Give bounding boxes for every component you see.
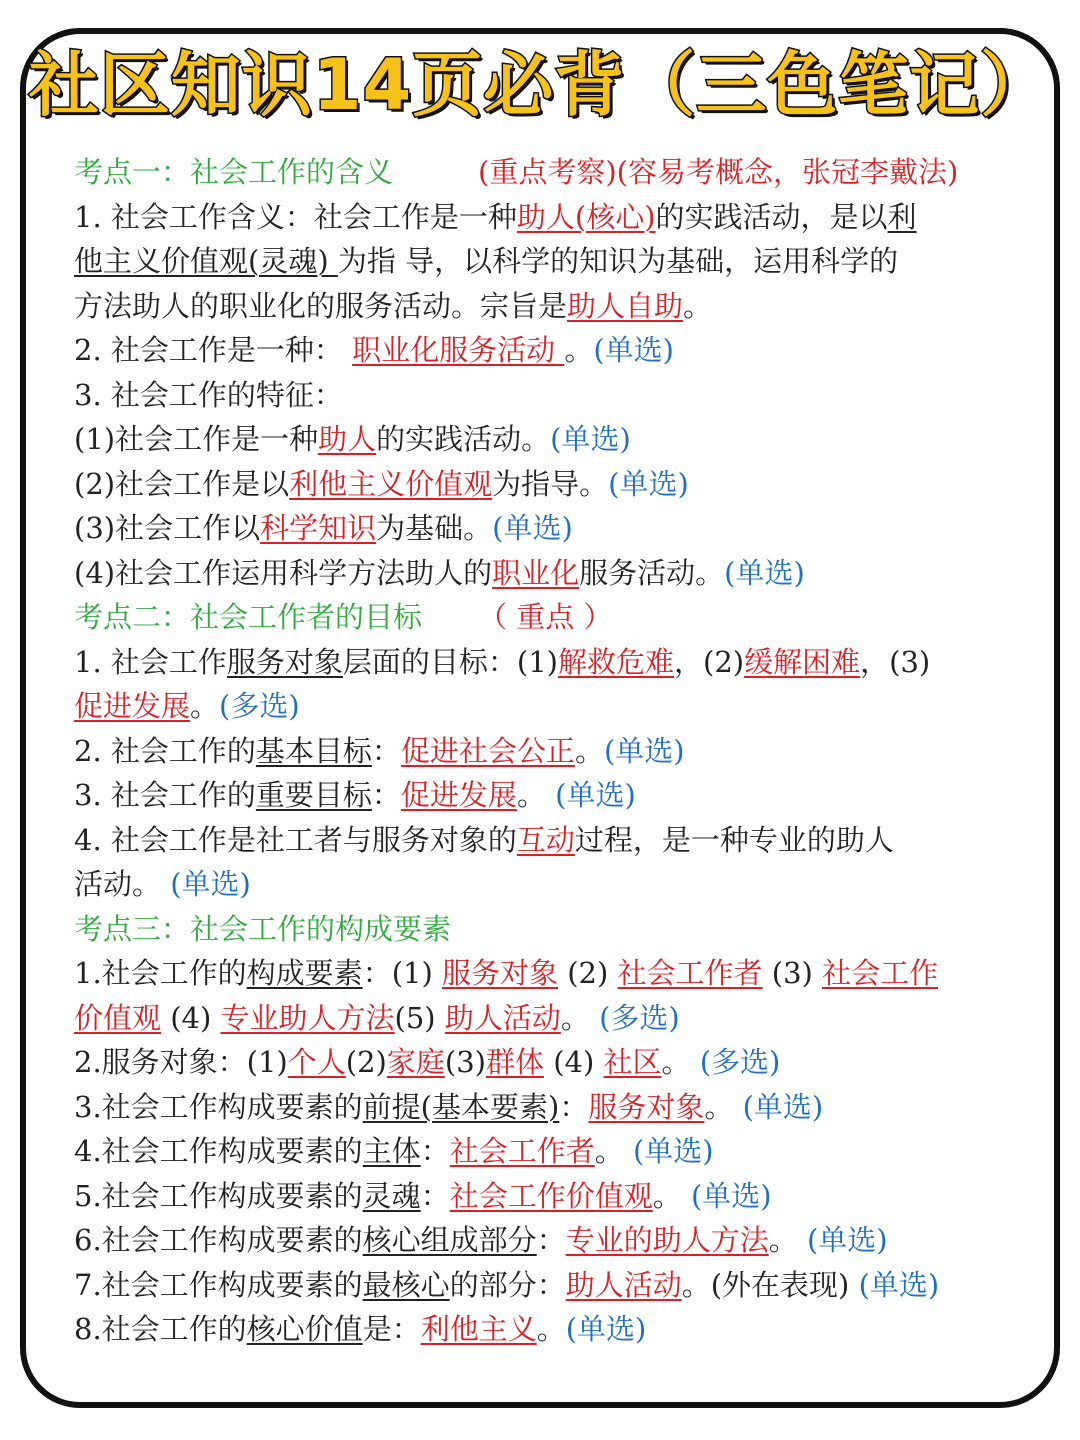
note-line: [74, 462, 1024, 507]
text-segment: 的部分：: [449, 1267, 566, 1302]
text-segment: 2.服务对象：(1): [74, 1045, 288, 1079]
text-segment: (4): [543, 1045, 604, 1079]
key-term: 互动: [516, 822, 575, 857]
heading-label: 考点一：社会工作的含义: [74, 155, 394, 189]
text-segment: ，(3): [860, 644, 931, 679]
question-type: (多选): [699, 1045, 781, 1079]
question-type: (单选): [724, 555, 805, 590]
text-segment: 为基础。: [376, 511, 493, 545]
underlined-term: 他主义价值观(灵魂): [74, 244, 338, 278]
question-type: (单选): [603, 733, 685, 768]
text-segment: ：: [371, 778, 401, 812]
text-segment: ：: [420, 1178, 450, 1213]
key-term: 服务对象: [588, 1089, 705, 1124]
note-line: [74, 951, 1024, 996]
underlined-term: 基本目标: [255, 733, 372, 768]
underlined-term: 核心组成部分: [362, 1223, 537, 1257]
text-segment: 。: [661, 1045, 700, 1079]
note-line: [74, 773, 1024, 818]
key-term: 社区: [603, 1045, 662, 1079]
note-line: [74, 862, 1024, 907]
underlined-term: 灵魂: [362, 1178, 421, 1213]
text-segment: 4. 社会工作是社工者与服务对象的: [74, 822, 517, 857]
text-segment: 8.社会工作的: [74, 1312, 247, 1346]
note-line: [74, 1307, 1024, 1352]
text-segment: ：: [371, 733, 401, 768]
section-heading: [74, 907, 1024, 952]
section-heading: [74, 595, 1024, 640]
text-segment: 1.社会工作的: [74, 956, 247, 990]
text-segment: (2): [345, 1045, 387, 1079]
underlined-term: 服务对象: [226, 644, 343, 679]
key-term: 助人自助: [567, 288, 684, 323]
note-line: [74, 1129, 1024, 1174]
text-segment: 2. 社会工作是一种：: [74, 333, 353, 367]
key-term: 服务对象: [442, 956, 559, 990]
question-type: (单选): [742, 1089, 824, 1124]
key-term: 促进社会公正: [400, 733, 575, 768]
key-term: 专业助人方法: [220, 1000, 395, 1035]
text-segment: (3)社会工作以: [74, 511, 261, 545]
key-term: 专业的助人方法: [565, 1223, 769, 1257]
note-line: [74, 729, 1024, 774]
key-term: 利他主义价值观: [289, 466, 493, 501]
text-segment: 2. 社会工作的: [74, 733, 256, 768]
text-segment: 。: [652, 1178, 691, 1213]
text-segment: 3.社会工作构成要素的: [74, 1089, 363, 1124]
note-line: [74, 417, 1024, 462]
note-line: [74, 996, 1024, 1041]
note-line: [74, 684, 1024, 729]
underlined-term: 核心价值: [246, 1312, 363, 1346]
section-heading: [74, 150, 1024, 195]
note-line: [74, 239, 1024, 284]
text-segment: 。: [594, 1134, 633, 1168]
text-segment: (2)社会工作是以: [74, 466, 290, 501]
text-segment: 。: [536, 1312, 566, 1346]
heading-label: 考点三：社会工作的构成要素: [74, 911, 452, 946]
key-term: 职业化服务活动: [352, 333, 565, 367]
text-segment: 6.社会工作构成要素的: [74, 1223, 363, 1257]
text-segment: ，(2): [674, 644, 745, 679]
key-term: 促进发展: [74, 689, 191, 723]
question-type: (单选): [806, 1223, 888, 1257]
page-title: 社区知识14页必背（三色笔记）: [28, 44, 1052, 126]
text-segment: 3. 社会工作的: [74, 778, 256, 812]
key-term: 家庭: [386, 1045, 445, 1079]
text-segment: 。: [190, 689, 220, 723]
question-type: (单选): [690, 1178, 772, 1213]
text-segment: ：: [559, 1089, 589, 1124]
key-term: 社会工作价值观: [449, 1178, 653, 1213]
question-type: (单选): [608, 466, 689, 501]
text-segment: 。: [768, 1223, 807, 1257]
note-line: [74, 551, 1024, 596]
text-segment: 方法助人的职业化的服务活动。宗旨是: [74, 288, 568, 323]
note-line: [74, 328, 1024, 373]
text-segment: 层面的目标：(1): [342, 644, 558, 679]
text-segment: ：: [420, 1134, 450, 1168]
key-term: 助人活动: [444, 1000, 561, 1035]
text-segment: 的实践活动，是以: [655, 199, 888, 234]
text-segment: 服务活动。: [579, 555, 725, 590]
key-term: 缓解困难: [744, 644, 861, 679]
text-segment: 。: [564, 333, 594, 367]
note-line: [74, 1085, 1024, 1130]
notes-body: [74, 150, 1024, 1352]
text-segment: 。: [574, 733, 604, 768]
question-type: (单选): [565, 1312, 647, 1346]
text-segment: (3): [762, 956, 823, 990]
question-type: (多选): [599, 1000, 680, 1035]
note-line: [74, 373, 1024, 418]
question-type: (单选): [593, 333, 674, 367]
text-segment: (4)社会工作运用科学方法助人的: [74, 555, 493, 590]
key-term: 个人: [287, 1045, 346, 1079]
text-segment: (4): [161, 1000, 221, 1035]
note-line: [74, 1218, 1024, 1263]
text-segment: 。: [704, 1089, 743, 1124]
question-type: (单选): [632, 1134, 714, 1168]
text-segment: (1)社会工作是一种: [74, 422, 319, 456]
text-segment: 1. 社会工作含义：社会工作是一种: [74, 199, 517, 234]
text-segment: 为指导。: [492, 466, 609, 501]
text-segment: (3): [444, 1045, 486, 1079]
text-segment: 3. 社会工作的特征：: [74, 377, 343, 412]
text-segment: (2): [558, 956, 618, 990]
question-type: (单选): [555, 778, 636, 812]
text-segment: 过程，是一种专业的助人: [574, 822, 894, 857]
text-segment: (5): [394, 1000, 445, 1035]
text-segment: 为指 导，以科学的知识为基础，运用科学的: [337, 244, 899, 278]
key-term: 价值观: [74, 1000, 162, 1035]
heading-note: （ 重点 ）: [478, 600, 613, 634]
text-segment: 活动。: [74, 867, 171, 901]
underlined-term: 主体: [362, 1134, 421, 1168]
text-segment: 是：: [362, 1312, 421, 1346]
key-term: 社会工作者: [617, 956, 763, 990]
underlined-term: 前提(基本要素): [362, 1089, 560, 1124]
note-line: [74, 195, 1024, 240]
note-line: [74, 284, 1024, 329]
text-segment: 7.社会工作构成要素的: [74, 1267, 363, 1302]
text-segment: 5.社会工作构成要素的: [74, 1178, 363, 1213]
underlined-term: 重要目标: [255, 778, 372, 812]
key-term: 利他主义: [420, 1312, 537, 1346]
text-segment: 4.社会工作构成要素的: [74, 1134, 363, 1168]
note-line: [74, 818, 1024, 863]
text-segment: 1. 社会工作: [74, 644, 227, 679]
key-term: 社会工作: [822, 956, 939, 990]
note-line: [74, 1174, 1024, 1219]
underlined-term: 最核心: [362, 1267, 450, 1302]
text-segment: 。(外在表现): [681, 1267, 859, 1302]
question-type: (单选): [492, 511, 573, 545]
key-term: 解救危难: [558, 644, 675, 679]
note-line: [74, 506, 1024, 551]
heading-label: 考点二：社会工作者的目标: [74, 600, 423, 634]
question-type: (单选): [170, 867, 251, 901]
note-line: [74, 1040, 1024, 1085]
underlined-term: 利: [887, 199, 917, 234]
text-segment: 。: [560, 1000, 600, 1035]
key-term: 助人(核心): [516, 199, 656, 234]
key-term: 科学知识: [260, 511, 377, 545]
question-type: (多选): [219, 689, 300, 723]
text-segment: 。: [683, 288, 713, 323]
key-term: 助人活动: [565, 1267, 682, 1302]
key-term: 促进发展: [400, 778, 517, 812]
text-segment: ：(1): [362, 956, 442, 990]
key-term: 助人: [318, 422, 377, 456]
text-segment: ：: [536, 1223, 566, 1257]
note-line: [74, 1263, 1024, 1308]
key-term: 社会工作者: [449, 1134, 595, 1168]
text-segment: 的实践活动。: [376, 422, 551, 456]
note-line: [74, 640, 1024, 685]
underlined-term: 构成要素: [246, 956, 363, 990]
question-type: (单选): [550, 422, 631, 456]
question-type: (单选): [858, 1267, 940, 1302]
heading-note: (重点考察)(容易考概念，张冠李戴法): [478, 155, 959, 189]
key-term: 群体: [485, 1045, 544, 1079]
text-segment: 。: [516, 778, 556, 812]
key-term: 职业化: [492, 555, 580, 590]
